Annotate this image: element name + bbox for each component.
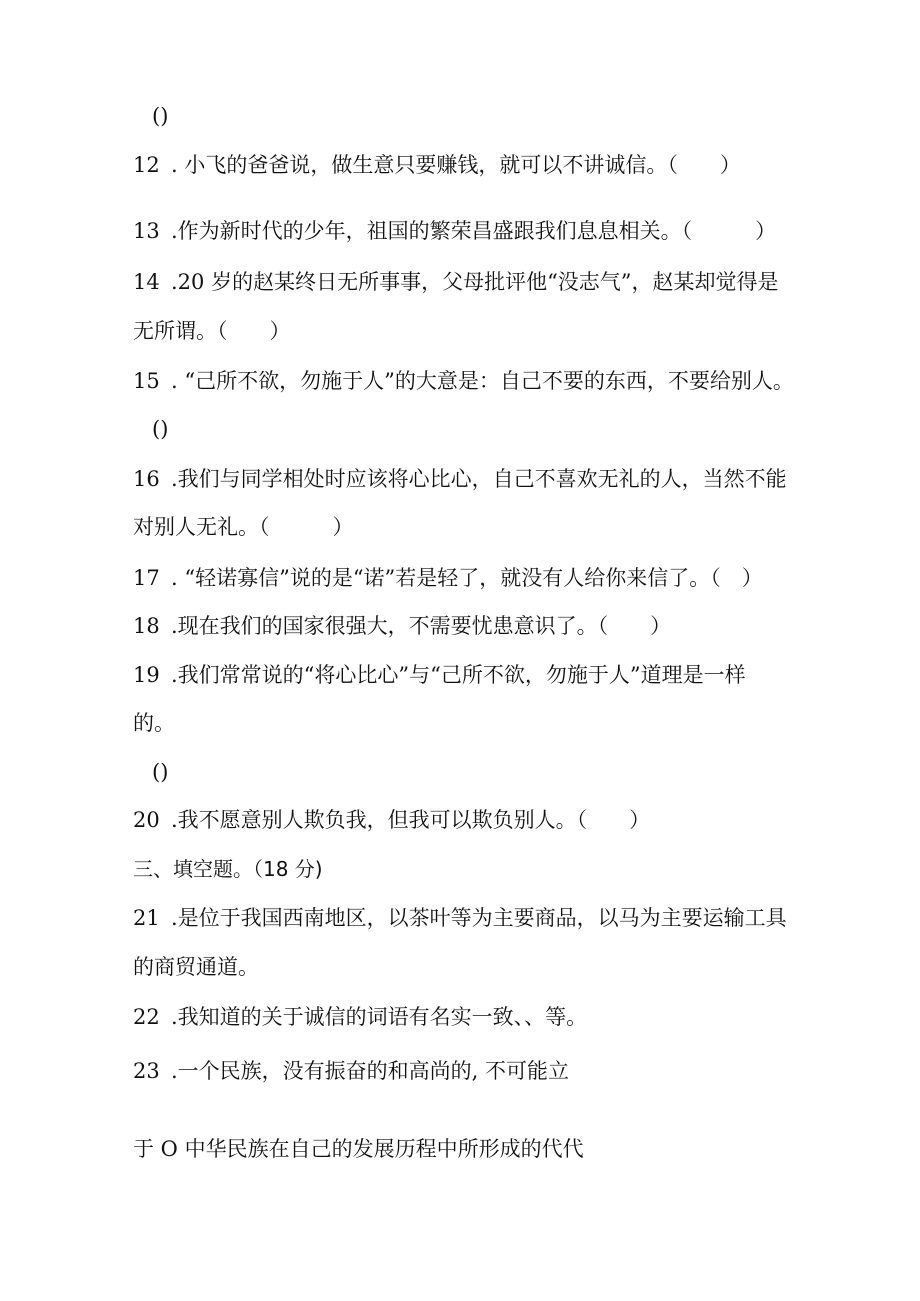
question-text: . “轻诺寡信”说的是“诺”若是轻了，就没有人给你来信了。（ ） <box>171 566 763 590</box>
answer-paren: () <box>152 417 169 441</box>
section-heading-fill-in <box>133 854 323 884</box>
question-text: .我知道的关于诚信的词语有名实一致、、等。 <box>171 1005 588 1029</box>
question-17 <box>133 563 763 593</box>
question-text: 无所谓。（ ） <box>133 319 291 343</box>
question-16-continued <box>133 512 354 542</box>
question-number: 23 <box>133 1059 160 1083</box>
question-text: .我们常常说的“将心比心”与“己所不欲，勿施于人”道理是一样 <box>171 663 746 687</box>
answer-paren: () <box>152 760 169 784</box>
question-number: 19 <box>133 663 160 687</box>
question-number: 22 <box>133 1005 160 1029</box>
question-number: 17 <box>133 566 160 590</box>
question-text: .一个民族，没有振奋的和高尚的, 不可能立 <box>171 1059 570 1083</box>
question-number: 12 <box>133 153 160 177</box>
question-text: 于 O 中华民族在自己的发展历程中所形成的代代 <box>133 1137 584 1161</box>
question-text: 对别人无礼。（ ） <box>133 515 354 539</box>
question-text: .我们与同学相处时应该将心比心，自己不喜欢无礼的人，当然不能 <box>171 467 787 491</box>
question-19-continued <box>133 708 175 738</box>
question-18 <box>133 611 671 641</box>
question-text: 的。 <box>133 711 175 735</box>
question-15-answer <box>152 414 168 444</box>
question-19-answer <box>152 757 168 787</box>
question-14-continued <box>133 316 291 346</box>
answer-paren-line <box>152 101 168 131</box>
question-23-continued <box>133 1134 584 1164</box>
section-title: 三、填空题。（18 分) <box>133 857 323 881</box>
question-16 <box>133 464 787 494</box>
question-text: .我不愿意别人欺负我，但我可以欺负别人。（ ） <box>171 808 651 832</box>
question-text: .现在我们的国家很强大，不需要忧患意识了。（ ） <box>171 614 672 638</box>
question-text: .是位于我国西南地区，以茶叶等为主要商品，以马为主要运输工具 <box>171 906 787 930</box>
question-number: 14 <box>133 270 160 294</box>
question-text: .作为新时代的少年，祖国的繁荣昌盛跟我们息息相关。（ ） <box>171 219 777 243</box>
question-15 <box>133 366 794 396</box>
question-21-continued <box>133 952 259 982</box>
question-19 <box>133 660 746 690</box>
question-23 <box>133 1056 569 1086</box>
question-number: 20 <box>133 808 160 832</box>
question-text: .20 岁的赵某终日无所事事，父母批评他“没志气”，赵某却觉得是 <box>171 270 779 294</box>
question-13 <box>133 216 776 246</box>
question-14 <box>133 267 779 297</box>
question-20 <box>133 805 650 835</box>
question-text: . “己所不欲，勿施于人”的大意是：自己不要的东西，不要给别人。 <box>171 369 794 393</box>
question-number: 15 <box>133 369 160 393</box>
question-text: . 小飞的爸爸说，做生意只要赚钱，就可以不讲诚信。（ ） <box>171 153 741 177</box>
question-number: 18 <box>133 614 160 638</box>
answer-paren: () <box>152 104 169 128</box>
question-number: 21 <box>133 906 160 930</box>
question-12 <box>133 150 741 180</box>
question-number: 13 <box>133 219 160 243</box>
question-22 <box>133 1002 587 1032</box>
question-number: 16 <box>133 467 160 491</box>
question-21 <box>133 903 787 933</box>
question-text: 的商贸通道。 <box>133 955 259 979</box>
